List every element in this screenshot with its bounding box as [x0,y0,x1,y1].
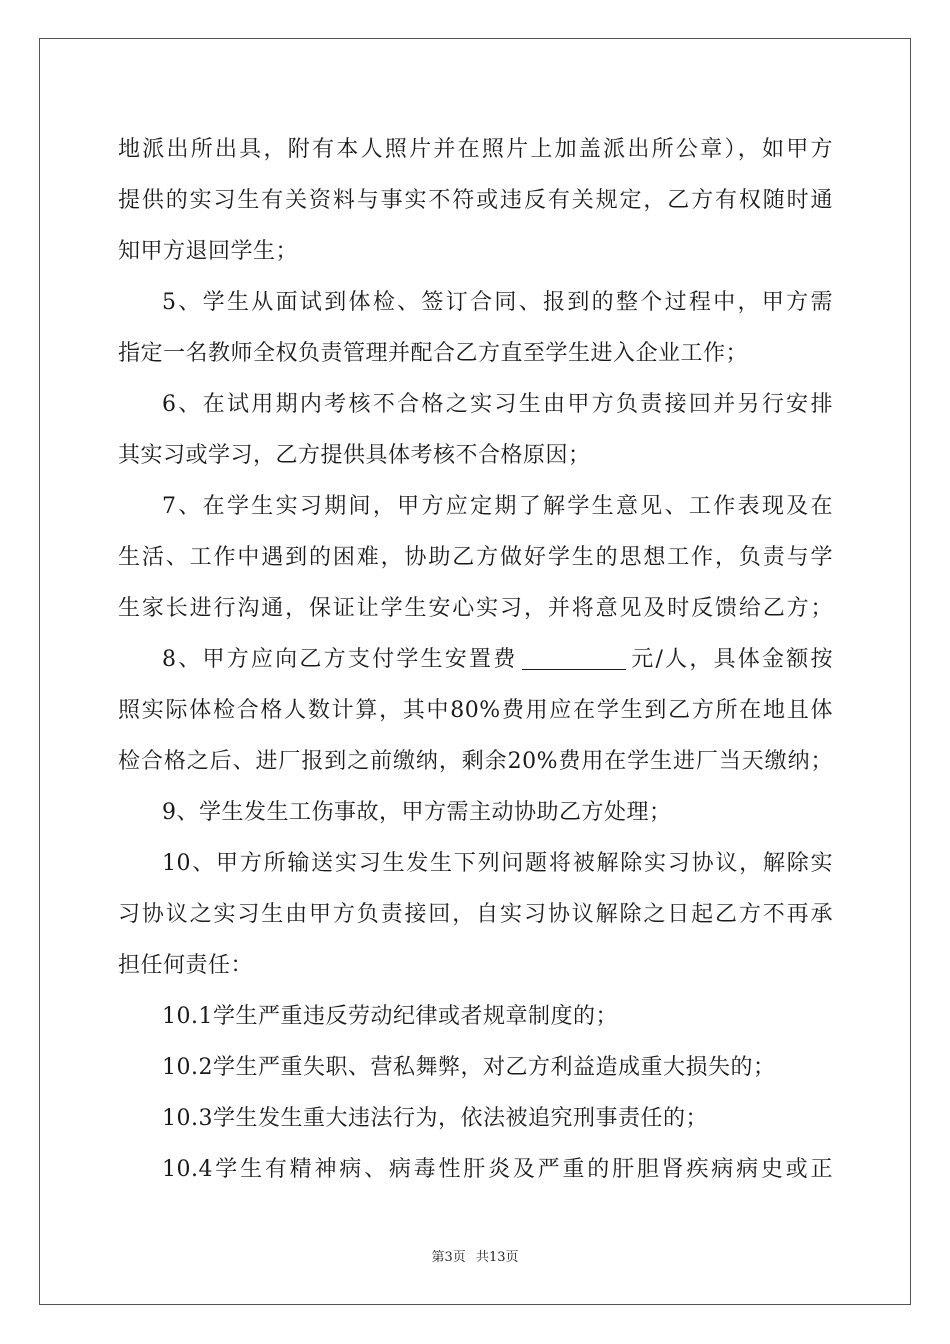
clause-6-line: 6、在试用期内考核不合格之实习生由甲方负责接回并另行安排 [162,392,833,417]
page-number: 第3页 [431,1250,466,1265]
paragraph-line: 指定一名教师全权负责管理并配合乙方直至学生进入企业工作； [118,341,749,366]
paragraph-line: 提供的实习生有关资料与事实不符或违反有关规定，乙方有权随时通 [118,188,833,213]
clause-10-3-line: 10.3学生发生重大违法行为，依法被追究刑事责任的； [162,1106,708,1131]
clause-10-2-line: 10.2学生严重失职、营私舞弊，对乙方利益造成重大损失的； [162,1055,776,1080]
paragraph-line: 知甲方退回学生； [118,239,299,264]
clause-7-line: 7、在学生实习期间，甲方应定期了解学生意见、工作表现及在 [162,494,833,519]
paragraph-line: 检合格之后、进厂报到之前缴纳，剩余20%费用在学生进厂当天缴纳； [118,749,833,774]
clause-8-text-after: 元/人，具体金额按 [629,647,833,672]
clause-10-1-line: 10.1学生严重违反劳动纪律或者规章制度的； [162,1004,618,1029]
paragraph-line: 习协议之实习生由甲方负责接回，自实习协议解除之日起乙方不再承 [118,902,833,927]
page-footer [0,1246,950,1265]
paragraph-line: 生活、工作中遇到的困难，协助乙方做好学生的思想工作，负责与学 [118,545,833,570]
clause-10-line: 10、甲方所输送实习生发生下列问题将被解除实习协议，解除实 [162,851,833,876]
clause-5-line: 5、学生从面试到体检、签订合同、报到的整个过程中，甲方需 [162,290,833,315]
paragraph-line: 照实际体检合格人数计算，其中80%费用应在学生到乙方所在地且体 [118,698,833,723]
clause-8-text-before: 8、甲方应向乙方支付学生安置费 [162,647,518,672]
clause-10-4-line: 10.4学生有精神病、病毒性肝炎及严重的肝胆肾疾病病史或正 [162,1157,833,1182]
fee-blank-field [522,647,626,670]
paragraph-line: 地派出所出具，附有本人照片并在照片上加盖派出所公章），如甲方 [118,137,833,162]
clause-9-line: 9、学生发生工伤事故，甲方需主动协助乙方处理； [162,800,672,825]
page-total: 共13页 [475,1250,519,1265]
clause-8-line [118,634,833,685]
paragraph-line: 其实习或学习，乙方提供具体考核不合格原因； [118,443,591,468]
document-body [118,124,833,1195]
paragraph-line: 担任何责任： [118,953,254,978]
paragraph-line: 生家长进行沟通，保证让学生安心实习，并将意见及时反馈给乙方； [118,596,833,621]
